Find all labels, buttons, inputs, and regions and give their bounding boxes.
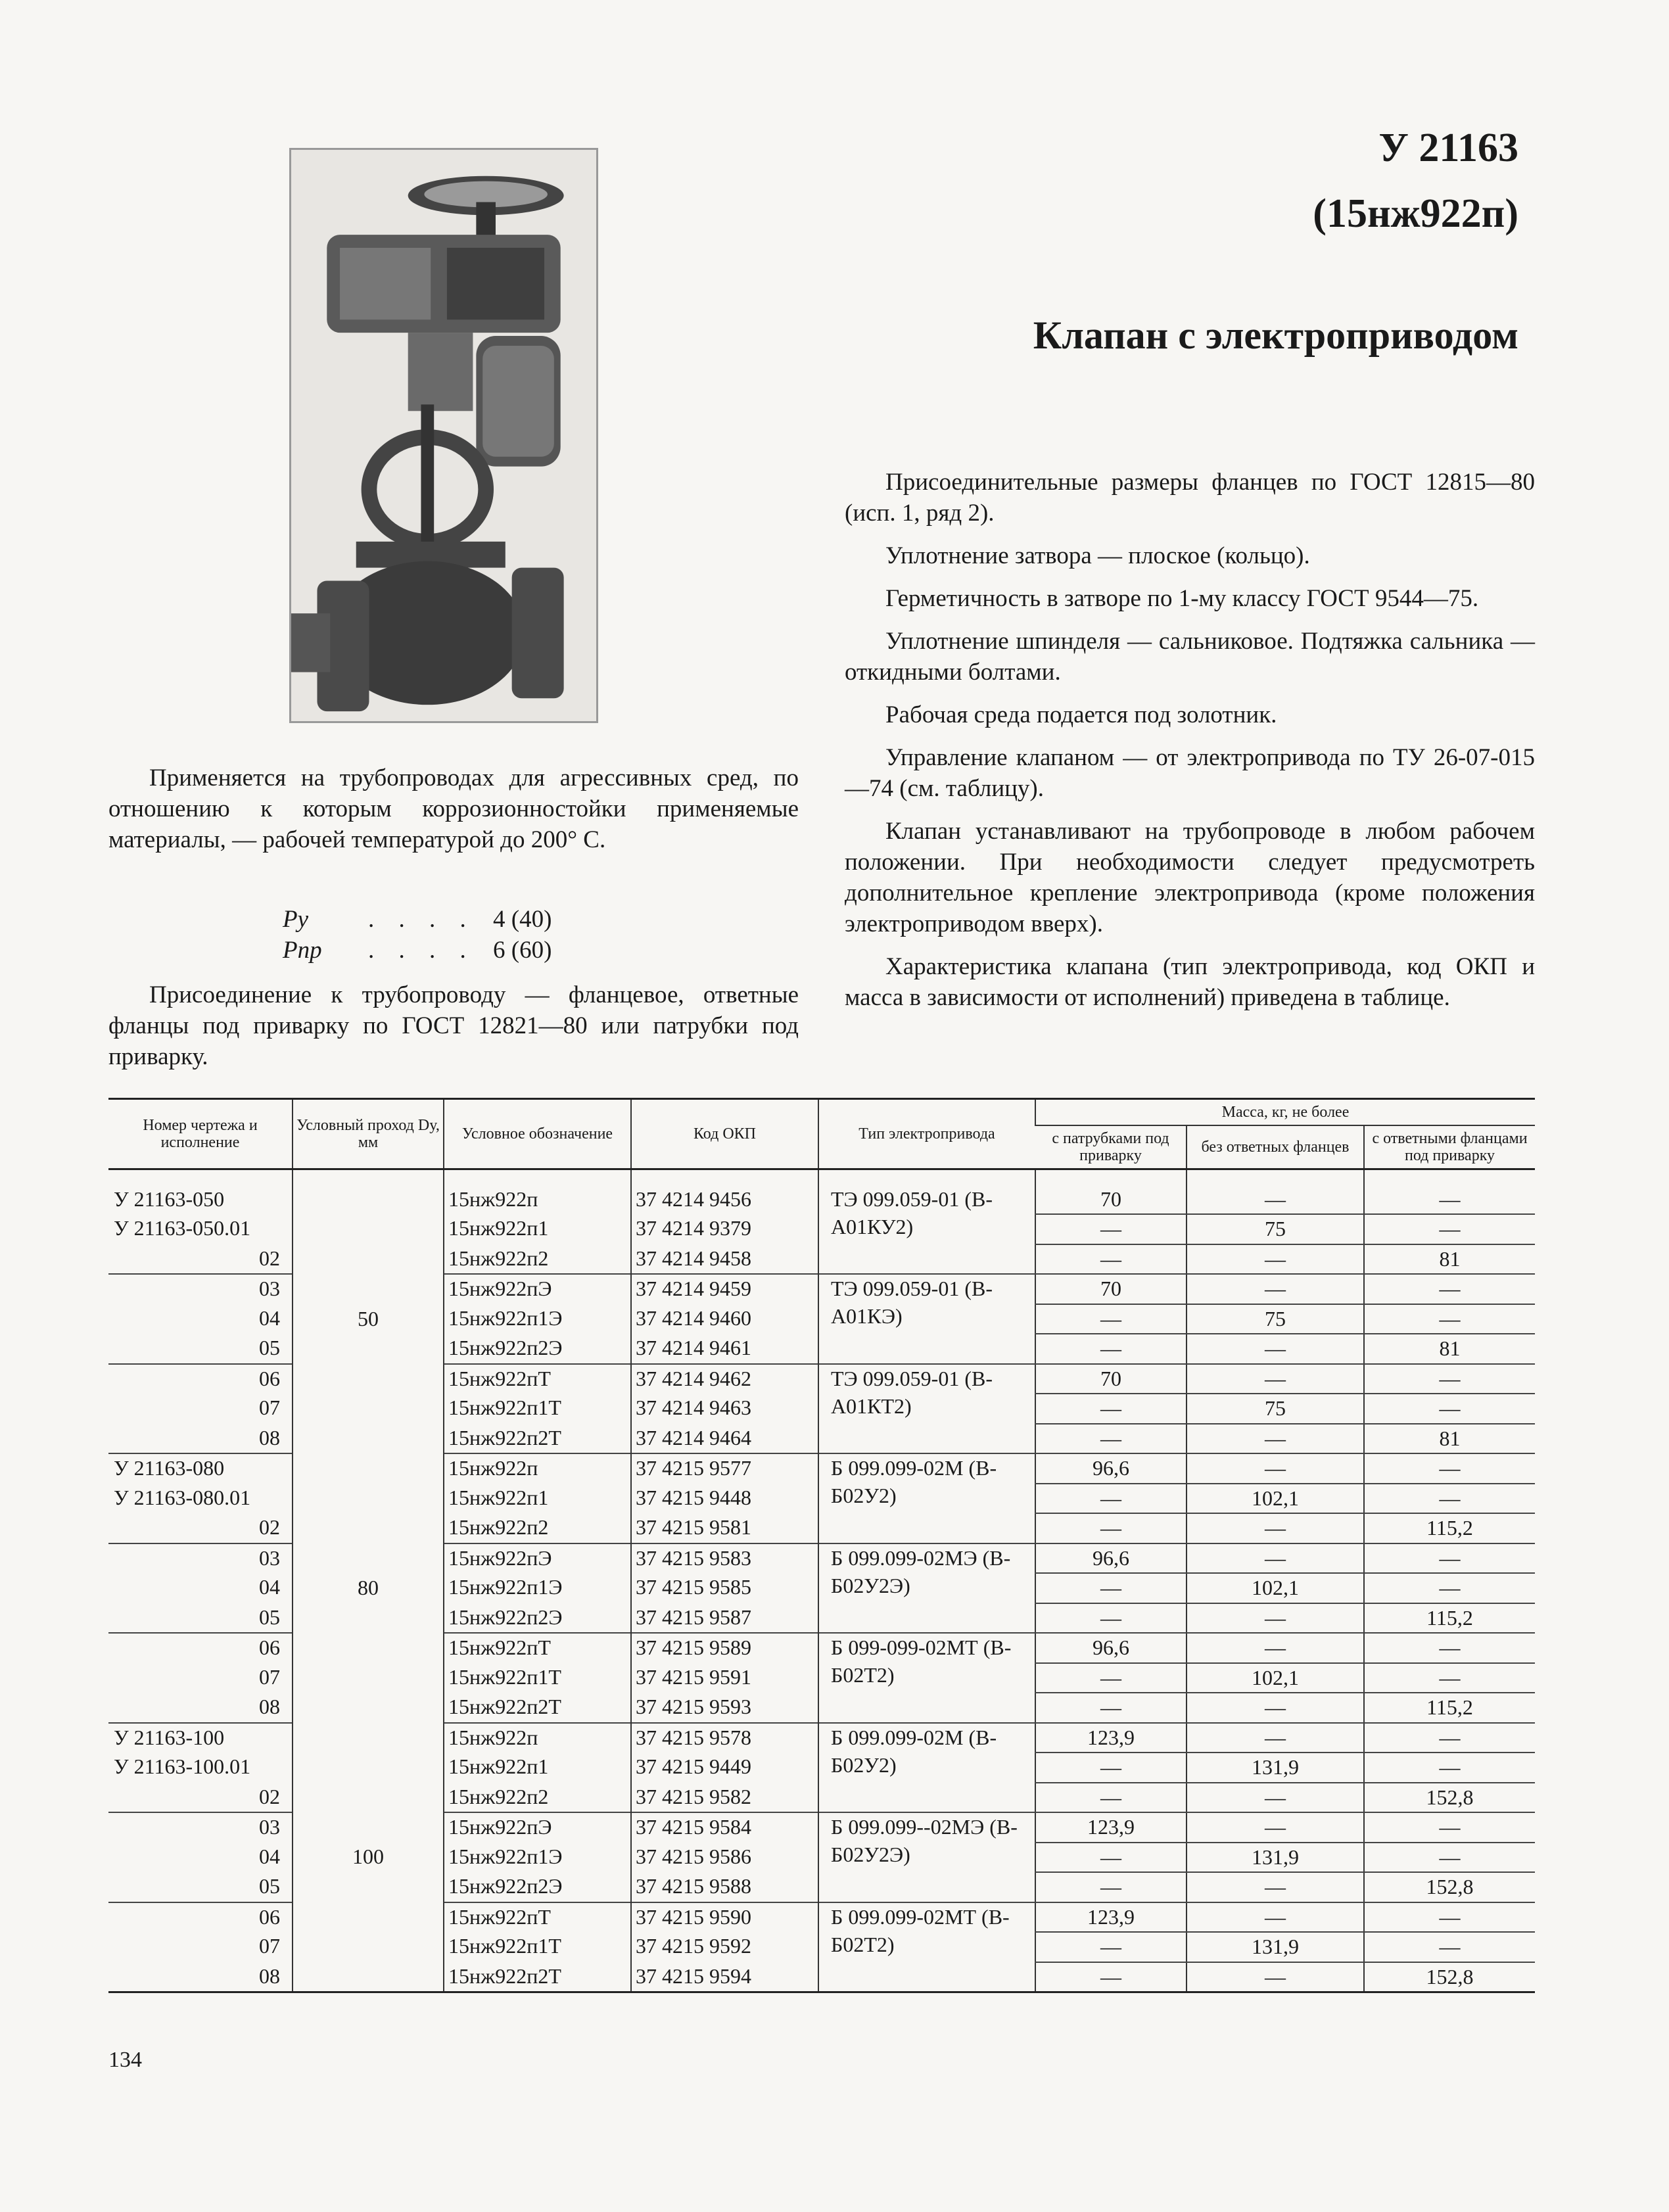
mass-flange-cell: — (1364, 1274, 1535, 1304)
mass-flange-cell: 115,2 (1364, 1603, 1535, 1634)
page-number: 134 (108, 2048, 142, 2072)
spec-paragraph: Управление клапаном — от электропривода по ТУ 26-07-015—74 (см. таблицу). (845, 744, 1535, 802)
designation-cell: 15нж922п1Э (444, 1573, 631, 1603)
mass-pipe-cell: — (1035, 1603, 1187, 1634)
drawing-number-cell: 03 (108, 1543, 293, 1574)
drawing-number-cell: У 21163-080.01 (114, 1485, 251, 1509)
drawing-number-cell: 05 (259, 1336, 280, 1359)
drawing-number-cell: У 21163-050.01 (114, 1216, 251, 1240)
spec-paragraph: Характеристика клапана (тип электропривода, код ОКП и масса в зависимости от исполнений) приведена в таблице. (845, 953, 1535, 1011)
pressure-value: 6 (60) (493, 937, 552, 964)
okp-code-cell: 37 4215 9591 (631, 1663, 818, 1693)
mass-pipe-cell: — (1035, 1663, 1187, 1693)
okp-code-cell: 37 4215 9449 (631, 1753, 818, 1783)
mass-flange-cell: 152,8 (1364, 1872, 1535, 1902)
connection-text: Присоединение к трубопроводу — фланцевое, ответные фланцы под приварку по ГОСТ 12821—80 или патрубки под приварку. (108, 981, 799, 1070)
drawing-number-cell: 08 (259, 1425, 280, 1449)
designation-cell: 15нж922п2Э (444, 1334, 631, 1364)
okp-code-cell: 37 4215 9586 (631, 1843, 818, 1873)
okp-code-cell: 37 4215 9448 (631, 1484, 818, 1514)
mass-flange-cell: — (1364, 1932, 1535, 1962)
designation-cell: 15нж922п1Т (444, 1663, 631, 1693)
drawing-number-cell: 04 (259, 1575, 280, 1599)
drawing-number-cell: У 21163-080 (108, 1453, 293, 1484)
drawing-number-cell: 08 (259, 1695, 280, 1718)
mass-flange-cell: — (1364, 1364, 1535, 1394)
drawing-number-cell: 02 (259, 1246, 280, 1270)
mass-pipe-cell: 96,6 (1035, 1633, 1187, 1663)
designation-cell: 15нж922п (444, 1723, 631, 1753)
okp-code-cell: 37 4214 9462 (631, 1364, 818, 1394)
drawing-number-cell: У 21163-050 (114, 1187, 225, 1211)
mass-flange-cell: — (1364, 1214, 1535, 1244)
mass-flange-cell: 115,2 (1364, 1693, 1535, 1723)
okp-code-cell: 37 4215 9593 (631, 1693, 818, 1723)
okp-code-cell: 37 4215 9581 (631, 1513, 818, 1543)
mass-pipe-cell: — (1035, 1244, 1187, 1275)
drawing-number-cell: 04 (259, 1844, 280, 1868)
mass-noflange-cell: 102,1 (1187, 1484, 1364, 1514)
spec-paragraph: Клапан устанавливают на трубопроводе в любом рабочем положении. При необходимости следует предусмотреть дополнительное крепление электропривода (кроме положения электроприводом вверх). (845, 818, 1535, 937)
okp-code-cell: 37 4215 9577 (631, 1453, 818, 1484)
nominal-diameter-cell: 100 (293, 1723, 444, 1992)
okp-code-cell: 37 4215 9588 (631, 1872, 818, 1902)
okp-code-cell: 37 4215 9594 (631, 1962, 818, 1992)
designation-cell: 15нж922пТ (444, 1902, 631, 1933)
drawing-number-cell: 06 (108, 1902, 293, 1933)
header-mass-pipe: с патрубками под приварку (1035, 1125, 1187, 1169)
pressure-row (283, 904, 585, 935)
drawing-number-cell: 07 (259, 1934, 280, 1958)
mass-pipe-cell: — (1035, 1304, 1187, 1334)
mass-flange-cell: — (1364, 1902, 1535, 1933)
mass-noflange-cell: 75 (1187, 1394, 1364, 1424)
application-text: Применяется на трубопроводах для агрессивных сред, по отношению к которым коррозионностойки применяемые материалы, — рабочей температурой до 200° С. (108, 765, 799, 853)
okp-code-cell: 37 4215 9583 (631, 1543, 818, 1574)
designation-cell: 15нж922п2Т (444, 1424, 631, 1454)
designation-cell: 15нж922п2Т (444, 1693, 631, 1723)
mass-pipe-cell: — (1035, 1394, 1187, 1424)
mass-flange-cell: — (1364, 1573, 1535, 1603)
drawing-number-cell: 08 (259, 1964, 280, 1988)
mass-noflange-cell: 75 (1187, 1304, 1364, 1334)
table-row (108, 1453, 1535, 1484)
mass-pipe-cell: 96,6 (1035, 1453, 1187, 1484)
mass-pipe-cell: 123,9 (1035, 1812, 1187, 1843)
okp-code-cell: 37 4215 9584 (631, 1812, 818, 1843)
designation-cell: 15нж922п1Т (444, 1932, 631, 1962)
mass-flange-cell: 152,8 (1364, 1783, 1535, 1813)
mass-noflange-cell: — (1187, 1603, 1364, 1634)
mass-noflange-cell: 102,1 (1187, 1573, 1364, 1603)
spec-paragraph: Рабочая среда подается под золотник. (885, 701, 1277, 728)
drawing-number-cell: 02 (259, 1515, 280, 1539)
table-row (108, 1185, 1535, 1215)
designation-cell: 15нж922п1Э (444, 1843, 631, 1873)
okp-code-cell: 37 4214 9460 (631, 1304, 818, 1334)
mass-noflange-cell: — (1187, 1812, 1364, 1843)
header-mass-flange: с ответными фланцами под приварку (1364, 1125, 1535, 1169)
mass-flange-cell: — (1364, 1453, 1535, 1484)
mass-noflange-cell: — (1187, 1902, 1364, 1933)
drive-type-cell: ТЭ 099.059-01 (В-А01КТ2) (818, 1364, 1035, 1454)
mass-flange-cell: — (1364, 1663, 1535, 1693)
designation-cell: 15нж922п2 (444, 1783, 631, 1813)
okp-code-cell: 37 4215 9582 (631, 1783, 818, 1813)
designation-cell: 15нж922пТ (444, 1633, 631, 1663)
drawing-number-cell: 06 (108, 1364, 293, 1394)
nominal-diameter-cell: 80 (293, 1453, 444, 1723)
mass-flange-cell: 81 (1364, 1424, 1535, 1454)
mass-flange-cell: — (1364, 1843, 1535, 1873)
mass-noflange-cell: 102,1 (1187, 1663, 1364, 1693)
drawing-number-cell: У 21163-100 (108, 1723, 293, 1753)
mass-flange-cell: — (1364, 1304, 1535, 1334)
header-designation: Условное обозначение (444, 1099, 631, 1169)
specs-paragraphs (845, 467, 1535, 1025)
mass-flange-cell: — (1364, 1753, 1535, 1783)
okp-code-cell: 37 4215 9585 (631, 1573, 818, 1603)
table-row (108, 1723, 1535, 1753)
mass-flange-cell: — (1364, 1723, 1535, 1753)
header-okp: Код ОКП (631, 1099, 818, 1169)
spec-paragraph: Уплотнение шпинделя — сальниковое. Подтяжка сальника — откидными болтами. (845, 628, 1535, 686)
mass-noflange-cell: — (1187, 1872, 1364, 1902)
drive-type-cell: Б 099.099--02МЭ (В-Б02У2Э) (818, 1812, 1035, 1902)
mass-noflange-cell: — (1187, 1633, 1364, 1663)
valve-table (108, 1098, 1535, 1996)
mass-noflange-cell: — (1187, 1453, 1364, 1484)
okp-code-cell: 37 4214 9459 (631, 1274, 818, 1304)
mass-pipe-cell: 123,9 (1035, 1723, 1187, 1753)
mass-pipe-cell: 123,9 (1035, 1902, 1187, 1933)
spec-paragraph: Герметичность в затворе по 1-му классу ГОСТ 9544—75. (885, 585, 1479, 612)
mass-pipe-cell: — (1035, 1693, 1187, 1723)
header-mass: Масса, кг, не более (1035, 1099, 1535, 1126)
spec-paragraph: Уплотнение затвора — плоское (кольцо). (885, 542, 1310, 569)
designation-cell: 15нж922п1 (444, 1753, 631, 1783)
designation-cell: 15нж922п (444, 1185, 631, 1215)
mass-pipe-cell: — (1035, 1214, 1187, 1244)
mass-noflange-cell: — (1187, 1723, 1364, 1753)
pressure-symbol: Pу (283, 906, 309, 933)
mass-pipe-cell: — (1035, 1573, 1187, 1603)
designation-cell: 15нж922п (444, 1453, 631, 1484)
drive-type-cell: Б 099.099-02М (В-Б02У2) (818, 1723, 1035, 1813)
mass-pipe-cell: — (1035, 1513, 1187, 1543)
mass-flange-cell: 81 (1364, 1334, 1535, 1364)
mass-flange-cell: 115,2 (1364, 1513, 1535, 1543)
mass-flange-cell: 152,8 (1364, 1962, 1535, 1992)
okp-code-cell: 37 4214 9461 (631, 1334, 818, 1364)
mass-pipe-cell: — (1035, 1962, 1187, 1992)
header-drawing: Номер чертежа и исполнение (108, 1099, 293, 1169)
header-drive: Тип электропривода (818, 1099, 1035, 1169)
okp-code-cell: 37 4215 9587 (631, 1603, 818, 1634)
designation-cell: 15нж922п1Т (444, 1394, 631, 1424)
nominal-diameter-cell: 50 (293, 1185, 444, 1454)
mass-noflange-cell: — (1187, 1783, 1364, 1813)
mass-flange-cell: — (1364, 1185, 1535, 1215)
mass-pipe-cell: 70 (1035, 1185, 1187, 1215)
okp-code-cell: 37 4215 9592 (631, 1932, 818, 1962)
okp-code-cell: 37 4215 9590 (631, 1902, 818, 1933)
pressure-symbol: Pпр (283, 937, 322, 964)
mass-noflange-cell: — (1187, 1274, 1364, 1304)
drawing-number-cell: У 21163-100.01 (114, 1754, 251, 1778)
drawing-number-cell: 05 (259, 1605, 280, 1629)
mass-flange-cell: — (1364, 1484, 1535, 1514)
mass-pipe-cell: — (1035, 1753, 1187, 1783)
mass-flange-cell: — (1364, 1543, 1535, 1574)
header-mass-noflange: без ответных фланцев (1187, 1125, 1364, 1169)
okp-code-cell: 37 4215 9589 (631, 1633, 818, 1663)
document-subcode: (15нж922п) (1313, 191, 1518, 236)
mass-noflange-cell: 75 (1187, 1214, 1364, 1244)
drive-type-cell: ТЭ 099.059-01 (В-А01КЭ) (818, 1274, 1035, 1364)
designation-cell: 15нж922п1 (444, 1214, 631, 1244)
drawing-number-cell: 05 (259, 1874, 280, 1898)
mass-pipe-cell: 70 (1035, 1364, 1187, 1394)
okp-code-cell: 37 4214 9379 (631, 1214, 818, 1244)
okp-code-cell: 37 4215 9578 (631, 1723, 818, 1753)
mass-noflange-cell: — (1187, 1513, 1364, 1543)
mass-pipe-cell: — (1035, 1872, 1187, 1902)
designation-cell: 15нж922пЭ (444, 1812, 631, 1843)
designation-cell: 15нж922п2 (444, 1513, 631, 1543)
designation-cell: 15нж922пЭ (444, 1274, 631, 1304)
mass-noflange-cell: — (1187, 1185, 1364, 1215)
okp-code-cell: 37 4214 9463 (631, 1394, 818, 1424)
mass-noflange-cell: — (1187, 1424, 1364, 1454)
drawing-number-cell: 03 (108, 1274, 293, 1304)
leader-dots: . . . . (368, 906, 475, 933)
mass-noflange-cell: 131,9 (1187, 1843, 1364, 1873)
mass-noflange-cell: — (1187, 1543, 1364, 1574)
drive-type-cell: Б 099-099-02МТ (В-Б02Т2) (818, 1633, 1035, 1723)
designation-cell: 15нж922п1Э (444, 1304, 631, 1334)
designation-cell: 15нж922п1 (444, 1484, 631, 1514)
drive-type-cell: Б 099.099-02МТ (В-Б02Т2) (818, 1902, 1035, 1992)
pressure-value: 4 (40) (493, 906, 552, 933)
mass-flange-cell: — (1364, 1633, 1535, 1663)
application-paragraph (108, 763, 799, 867)
drive-type-cell: Б 099.099-02М (В-Б02У2) (818, 1453, 1035, 1543)
mass-pipe-cell: — (1035, 1334, 1187, 1364)
mass-pipe-cell: 96,6 (1035, 1543, 1187, 1574)
drawing-number-cell: 04 (259, 1306, 280, 1330)
pressure-row (283, 935, 585, 966)
drawing-number-cell: 06 (108, 1633, 293, 1663)
mass-noflange-cell: 131,9 (1187, 1932, 1364, 1962)
mass-noflange-cell: — (1187, 1244, 1364, 1275)
mass-pipe-cell: — (1035, 1424, 1187, 1454)
mass-pipe-cell: — (1035, 1783, 1187, 1813)
mass-noflange-cell: — (1187, 1364, 1364, 1394)
document-title: Клапан с электроприводом (1033, 314, 1518, 357)
designation-cell: 15нж922п2Э (444, 1872, 631, 1902)
designation-cell: 15нж922пЭ (444, 1543, 631, 1574)
mass-flange-cell: 81 (1364, 1244, 1535, 1275)
okp-code-cell: 37 4214 9464 (631, 1424, 818, 1454)
connection-paragraph (108, 979, 799, 1084)
mass-pipe-cell: — (1035, 1484, 1187, 1514)
mass-noflange-cell: — (1187, 1693, 1364, 1723)
table-spacer-row (108, 1169, 1535, 1185)
drawing-number-cell: 02 (259, 1784, 280, 1808)
mass-flange-cell: — (1364, 1394, 1535, 1424)
drawing-number-cell: 07 (259, 1664, 280, 1689)
mass-noflange-cell: — (1187, 1962, 1364, 1992)
designation-cell: 15нж922п2Т (444, 1962, 631, 1992)
drawing-number-cell: 03 (108, 1812, 293, 1843)
mass-pipe-cell: — (1035, 1932, 1187, 1962)
leader-dots: . . . . (368, 937, 475, 964)
document-code: У 21163 (1378, 126, 1518, 170)
mass-noflange-cell: 131,9 (1187, 1753, 1364, 1783)
pressure-list (283, 904, 585, 966)
mass-flange-cell: — (1364, 1812, 1535, 1843)
spec-paragraph: Присоединительные размеры фланцев по ГОСТ 12815—80 (исп. 1, ряд 2). (845, 469, 1535, 527)
mass-noflange-cell: — (1187, 1334, 1364, 1364)
okp-code-cell: 37 4214 9456 (631, 1185, 818, 1215)
drive-type-cell: ТЭ 099.059-01 (В-А01КУ2) (818, 1185, 1035, 1275)
mass-pipe-cell: 70 (1035, 1274, 1187, 1304)
designation-cell: 15нж922пТ (444, 1364, 631, 1394)
valve-with-electric-drive-photo (289, 148, 598, 723)
drawing-number-cell: 07 (259, 1396, 280, 1419)
drive-type-cell: Б 099.099-02МЭ (В-Б02У2Э) (818, 1543, 1035, 1634)
header-dn: Условный проход Dу, мм (293, 1099, 444, 1169)
mass-pipe-cell: — (1035, 1843, 1187, 1873)
designation-cell: 15нж922п2Э (444, 1603, 631, 1634)
designation-cell: 15нж922п2 (444, 1244, 631, 1275)
okp-code-cell: 37 4214 9458 (631, 1244, 818, 1275)
